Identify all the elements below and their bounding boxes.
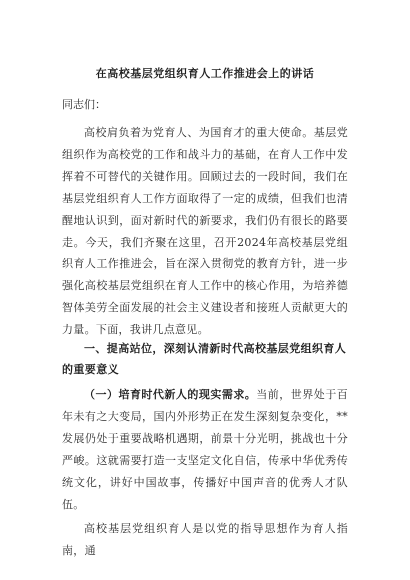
subsection-paragraph-1 xyxy=(62,384,348,515)
document-title: 在高校基层党组织育人工作推进会上的讲话 xyxy=(95,67,315,80)
subsection-label-1: （一）培育时代新人的现实需求。 xyxy=(84,388,257,401)
salutation: 同志们： xyxy=(62,98,106,111)
subsection-text-1: 当前，世界处于百年未有之大变局，国内外形势正在发生深刻复杂变化，**发展仍处于重要战略机遇期，前景十分光明，挑战也十分严峻。这就需要打造一支坚定文化自信，传承中华优秀传统文化，讲好中国故事，传播好中国声音的优秀人才队伍。 xyxy=(62,388,348,511)
section-heading-1: 一、提高站位，深刻认清新时代高校基层党组织育人的重要意义 xyxy=(62,342,347,376)
paragraph-3: 高校基层党组织育人是以党的指导思想作为育人指南，通 xyxy=(62,522,348,557)
intro-paragraph: 高校肩负着为党育人、为国育才的重大使命。基层党组织作为高校党的工作和战斗力的基础，在育人工作中发挥着不可替代的关键作用。回顾过去的一段时间，我们在基层党组织育人工作方面取得了一定的成绩，但我们也清醒地认识到，面对新时代的新要求，我们仍有很长的路要走。今天，我们齐聚在这里，召开2024年高校基层党组织育人工作推进会，旨在深入贯彻党的教育方针，进一步强化高校基层党组织在育人工作中的核心作用，为培养德智体美劳全面发展的社会主义建设者和接班人贡献更大的力量。下面，我讲几点意见。 xyxy=(62,126,348,337)
